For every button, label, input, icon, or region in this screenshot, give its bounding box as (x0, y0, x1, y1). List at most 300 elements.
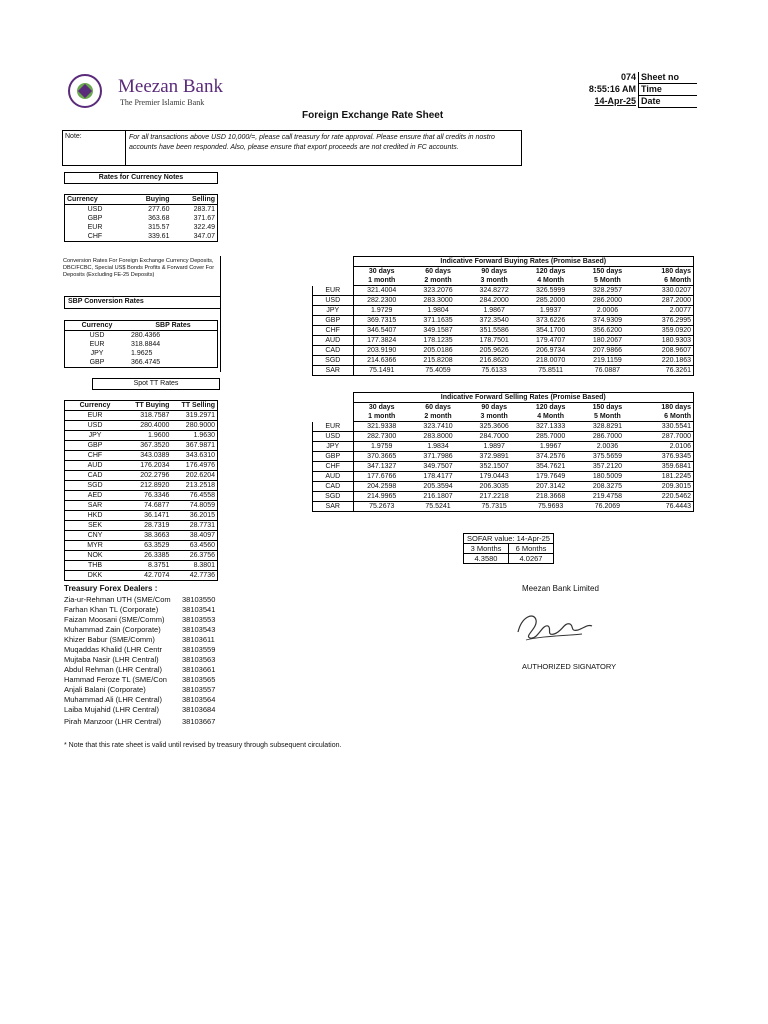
cell: CHF (313, 326, 354, 336)
time-value: 8:55:16 AM (568, 84, 639, 96)
spot-tt-table (64, 400, 218, 581)
table-row (313, 336, 694, 346)
cell: 1.9625 (129, 349, 218, 358)
cell: 209.3015 (636, 482, 694, 492)
note-text: For all transactions above USD 10,000/=, please call treasury for rate approval. Please ensure that all credits in nostro accounts have been responded. Also, please ensure that export proceeds are not credited in FC accounts. (129, 134, 495, 151)
cell: AED (65, 491, 126, 501)
cell: USD (313, 432, 354, 442)
table-row (313, 502, 694, 512)
cell: 283.71 (171, 205, 217, 215)
cell: CHF (313, 462, 354, 472)
cell: 283.3000 (410, 296, 466, 306)
cell: 76.2069 (579, 502, 636, 512)
cell: 181.2245 (636, 472, 694, 482)
cell: 75.2673 (353, 502, 410, 512)
header-cell: 5 Month (579, 276, 636, 286)
note-divider (125, 131, 126, 165)
header-cell: 3 month (466, 276, 522, 286)
cell: 75.9693 (522, 502, 579, 512)
table-row (65, 411, 218, 421)
cell: 76.4443 (636, 502, 694, 512)
cell: 215.8208 (410, 356, 466, 366)
cell: HKD (65, 511, 126, 521)
cell: 347.07 (171, 232, 217, 242)
cell: 63.4560 (171, 541, 217, 551)
cell: 75.1491 (353, 366, 410, 376)
table-row (313, 306, 694, 316)
dealer-name: Faizan Moosani (SME/Comm) (64, 615, 165, 624)
cell: 205.9626 (466, 346, 522, 356)
cell: 354.1700 (522, 326, 579, 336)
cell: 208.3275 (579, 482, 636, 492)
header-cell: 180 days (636, 267, 694, 277)
signature-company: Meezan Bank Limited (522, 584, 599, 593)
cell: SGD (65, 481, 126, 491)
cell: 356.6200 (579, 326, 636, 336)
cell: 359.6841 (636, 462, 694, 472)
dealer-name: Zia-ur-Rehman UTH (SME/Com (64, 595, 171, 604)
cell: AUD (313, 336, 354, 346)
cell: JPY (313, 306, 354, 316)
cell: 8.3751 (125, 561, 171, 571)
cell: 218.3668 (522, 492, 579, 502)
cell: 351.5586 (466, 326, 522, 336)
bank-tagline: The Premier Islamic Bank (120, 98, 205, 107)
cell: 76.3261 (636, 366, 694, 376)
cell: 75.6133 (466, 366, 522, 376)
sofar-header-6m: 6 Months (509, 544, 554, 554)
cell: 318.7587 (125, 411, 171, 421)
cell: DKK (65, 571, 126, 581)
cell: 212.8920 (125, 481, 171, 491)
cell: JPY (65, 431, 126, 441)
table-row (313, 356, 694, 366)
table-row (65, 561, 218, 571)
table-row (65, 531, 218, 541)
cell: USD (65, 205, 126, 215)
dealer-name: Hammad Feroze TL (SME/Con (64, 675, 167, 684)
cell: 207.3142 (522, 482, 579, 492)
sbp-title: SBP Conversion Rates (64, 296, 221, 309)
cell: 366.4745 (129, 358, 218, 368)
cell: 1.9937 (522, 306, 579, 316)
cell: EUR (313, 422, 354, 432)
dealer-phone: 38103557 (182, 685, 216, 694)
cell: 367.3520 (125, 441, 171, 451)
date-label: Date (639, 96, 698, 108)
cell: 1.9759 (353, 442, 410, 452)
cell: USD (65, 421, 126, 431)
cell: EUR (65, 223, 126, 232)
cell: 219.4758 (579, 492, 636, 502)
cell: 280.9000 (171, 421, 217, 431)
header-cell: 2 month (410, 412, 466, 422)
header-cell: 4 Month (522, 412, 579, 422)
header-cell: Buying (125, 195, 171, 205)
table-row (313, 296, 694, 306)
cell: 284.2000 (466, 296, 522, 306)
authorized-signatory: AUTHORIZED SIGNATORY (522, 662, 617, 671)
signature-icon (512, 606, 598, 646)
cell: 180.5009 (579, 472, 636, 482)
dealer-phone: 38103667 (182, 717, 216, 726)
cell: 315.57 (148, 224, 170, 231)
sheet-no-value: 074 (568, 72, 639, 84)
cell: SAR (313, 502, 354, 512)
cell: 206.3035 (466, 482, 522, 492)
dealer-name: Anjali Balani (Corporate) (64, 685, 146, 694)
header-cell: 60 days (425, 268, 451, 275)
header-cell: 30 days (353, 267, 410, 277)
cell: 319.2971 (171, 411, 217, 421)
cell: 282.7300 (353, 432, 410, 442)
cell: 352.1507 (466, 462, 522, 472)
cell: 1.9867 (466, 306, 522, 316)
header-cell: Currency (65, 195, 126, 205)
table-row (65, 205, 218, 215)
cell: 179.4707 (522, 336, 579, 346)
header-cell: 4 Month (522, 276, 579, 286)
table-row (65, 331, 218, 341)
cell: 177.6766 (353, 472, 410, 482)
cell: 204.2598 (353, 482, 410, 492)
cell: 180.2067 (579, 336, 636, 346)
cell: 373.6226 (522, 316, 579, 326)
header-cell: 5 Month (579, 412, 636, 422)
dealer-phone: 38103564 (182, 695, 216, 704)
dealer-phone: 38103541 (182, 605, 216, 614)
cell: 1.9729 (353, 306, 410, 316)
cell: 327.1333 (522, 422, 579, 432)
cell: 74.8059 (171, 501, 217, 511)
cell: 323.7410 (410, 422, 466, 432)
table-row (65, 481, 218, 491)
cell: 372.3540 (466, 316, 522, 326)
cell: 285.7000 (522, 432, 579, 442)
cell: 38.4097 (171, 531, 217, 541)
cell: 369.7315 (353, 316, 410, 326)
cell: GBP (313, 316, 354, 326)
header-cell: 3 month (466, 412, 522, 422)
cell: 321.4004 (353, 286, 410, 296)
dealer-name: Abdul Rehman (LHR Central) (64, 665, 162, 674)
cell: 370.3665 (353, 452, 410, 462)
table-row (313, 452, 694, 462)
cell: 75.8511 (522, 366, 579, 376)
table-row (65, 232, 218, 242)
conversion-note: Conversion Rates For Foreign Exchange Currency Deposits, DBC/FCBC, Special US$ Bonds Profits & Forward Cover For Deposits (Excluding FE-25 Deposits) (63, 258, 215, 278)
cell: 42.7074 (125, 571, 171, 581)
cell: 376.2995 (636, 316, 694, 326)
cell: 207.9866 (579, 346, 636, 356)
dealer-name: Mujtaba Nasir (LHR Central) (64, 655, 159, 664)
header-cell: 1 month (353, 412, 410, 422)
header-cell: Currency (65, 321, 130, 331)
forward-buying-title: Indicative Forward Buying Rates (Promise Based) (353, 257, 694, 267)
cell: 217.2218 (466, 492, 522, 502)
table-row (313, 482, 694, 492)
cell: 2.0077 (636, 306, 694, 316)
dealer-phone: 38103684 (182, 705, 216, 714)
cell: 347.1327 (353, 462, 410, 472)
cell: AUD (65, 461, 126, 471)
bank-logo (68, 74, 102, 108)
cell: 36.2015 (171, 511, 217, 521)
table-row (313, 442, 694, 452)
cell: 343.0389 (125, 451, 171, 461)
cell: GBP (313, 452, 354, 462)
table-row (65, 340, 218, 349)
cell: 216.8620 (466, 356, 522, 366)
cell: 2.0006 (579, 306, 636, 316)
sofar-header-3m: 3 Months (464, 544, 509, 554)
dealer-phone: 38103559 (182, 645, 216, 654)
cell: 1.9834 (410, 442, 466, 452)
table-row (65, 223, 218, 232)
cell: 220.5462 (636, 492, 694, 502)
cell: CNY (65, 531, 126, 541)
cell: 374.9309 (579, 316, 636, 326)
cell: 28.7731 (171, 521, 217, 531)
table-row (65, 521, 218, 531)
sofar-value-6m: 4.0267 (509, 554, 554, 564)
note-label: Note: (65, 133, 82, 140)
cell: NOK (65, 551, 126, 561)
cell: MYR (65, 541, 126, 551)
cell: 325.3606 (466, 422, 522, 432)
cell: 38.3663 (125, 531, 171, 541)
table-row (65, 551, 218, 561)
cell: USD (313, 296, 354, 306)
cell: SGD (313, 356, 354, 366)
cell: 42.7736 (171, 571, 217, 581)
cell: 371.67 (171, 214, 217, 223)
header-cell: TT Selling (171, 401, 217, 411)
table-row (313, 492, 694, 502)
note-box (62, 130, 522, 166)
cell: JPY (313, 442, 354, 452)
cell: 328.2957 (579, 286, 636, 296)
cell: SAR (313, 366, 354, 376)
cell: 374.2576 (522, 452, 579, 462)
cell: 277.60 (148, 206, 170, 213)
cell: 74.6877 (125, 501, 171, 511)
currency-notes-table (64, 194, 218, 242)
table-row (65, 431, 218, 441)
header-cell: 150 days (592, 268, 623, 275)
cell: 328.8291 (579, 422, 636, 432)
cell: 354.7621 (522, 462, 579, 472)
bank-name: Meezan Bank (118, 76, 223, 97)
cell: 205.0186 (410, 346, 466, 356)
cell: 326.5999 (522, 286, 579, 296)
cell: 286.2000 (579, 296, 636, 306)
cell: 284.7000 (466, 432, 522, 442)
cell: 36.1471 (125, 511, 171, 521)
cell: 218.0070 (522, 356, 579, 366)
sheet-no-label: Sheet no (639, 72, 698, 84)
cell: 376.9345 (636, 452, 694, 462)
cell: 178.1235 (410, 336, 466, 346)
cell: 216.1807 (410, 492, 466, 502)
cell: 76.3346 (125, 491, 171, 501)
cell: 322.49 (171, 223, 217, 232)
cell: 323.2076 (410, 286, 466, 296)
table-row (313, 422, 694, 432)
cell: 286.7000 (579, 432, 636, 442)
table-row (313, 316, 694, 326)
date-value: 14-Apr-25 (568, 96, 639, 108)
table-row (65, 421, 218, 431)
spot-tt-title: Spot TT Rates (92, 378, 220, 390)
cell: 372.9891 (466, 452, 522, 462)
cell: 349.1587 (410, 326, 466, 336)
header-cell: 6 Month (636, 276, 694, 286)
table-row (65, 571, 218, 581)
cell: SAR (65, 501, 126, 511)
dealer-phone: 38103543 (182, 625, 216, 634)
table-row (65, 491, 218, 501)
dealer-name: Pirah Manzoor (LHR Central) (64, 717, 162, 726)
cell: 1.9630 (171, 431, 217, 441)
cell: 339.61 (125, 232, 171, 242)
header-cell: 90 days (481, 404, 507, 411)
cell: 371.1635 (410, 316, 466, 326)
cell: 75.4059 (410, 366, 466, 376)
cell: 75.7315 (466, 502, 522, 512)
sofar-title: SOFAR value: 14-Apr-25 (464, 534, 554, 544)
cell: 179.7649 (522, 472, 579, 482)
cell: 280.4000 (125, 421, 171, 431)
cell: 357.2120 (579, 462, 636, 472)
table-row (313, 432, 694, 442)
cell: 1.9967 (522, 442, 579, 452)
cell: 318.8844 (129, 340, 218, 349)
cell: 28.7319 (125, 521, 171, 531)
header-cell: 2 month (410, 276, 466, 286)
cell: 375.5659 (579, 452, 636, 462)
cell: 8.3801 (171, 561, 217, 571)
cell: 363.68 (148, 215, 170, 222)
cell: 343.6310 (171, 451, 217, 461)
cell: 330.5541 (636, 422, 694, 432)
header-cell: SBP Rates (129, 321, 218, 331)
table-row (65, 471, 218, 481)
cell: CHF (65, 232, 126, 242)
dealer-phone: 38103661 (182, 665, 216, 674)
forward-buying-table (312, 256, 694, 376)
time-label: Time (639, 84, 698, 96)
dealer-phone: 38103553 (182, 615, 216, 624)
cell: EUR (65, 411, 126, 421)
header-cell: Selling (171, 195, 217, 205)
footer-note: * Note that this rate sheet is valid until revised by treasury through subsequent circulation. (64, 742, 342, 749)
cell: 76.0887 (579, 366, 636, 376)
cell: 321.9338 (353, 422, 410, 432)
cell: 287.7000 (636, 432, 694, 442)
cell: 371.7986 (410, 452, 466, 462)
forward-selling-table (312, 392, 694, 512)
sheet-header (568, 72, 697, 108)
cell: 179.0443 (466, 472, 522, 482)
dealer-name: Muqaddas Khalid (LHR Centr (64, 645, 162, 654)
cell: CAD (313, 482, 354, 492)
cell: 324.8272 (466, 286, 522, 296)
dealer-name: Muhammad Zain (Corporate) (64, 625, 161, 634)
cell: GBP (65, 358, 130, 368)
header-cell: TT Buying (125, 401, 171, 411)
table-row (65, 451, 218, 461)
table-row (65, 461, 218, 471)
cell: 214.9965 (353, 492, 410, 502)
dealer-phone: 38103565 (182, 675, 216, 684)
cell: 1.9897 (466, 442, 522, 452)
cell: 205.3594 (410, 482, 466, 492)
cell: CAD (313, 346, 354, 356)
header-cell: Currency (65, 401, 126, 411)
table-row (65, 349, 218, 358)
cell: 202.2796 (125, 471, 171, 481)
cell: 330.0207 (636, 286, 694, 296)
cell: 280.4366 (129, 331, 218, 341)
cell: 219.1159 (579, 356, 636, 366)
cell: 2.0036 (579, 442, 636, 452)
cell: 180.9303 (636, 336, 694, 346)
cell: 285.2000 (522, 296, 579, 306)
table-row (313, 286, 694, 296)
cell: 367.9871 (171, 441, 217, 451)
table-row (313, 346, 694, 356)
dealer-name: Farhan Khan TL (Corporate) (64, 605, 159, 614)
dealer-phone: 38103611 (182, 635, 215, 644)
cell: CAD (65, 471, 126, 481)
dealers-title: Treasury Forex Dealers : (64, 584, 158, 593)
cell: 206.9734 (522, 346, 579, 356)
cell: CHF (65, 451, 126, 461)
cell: 220.1863 (636, 356, 694, 366)
cell: 2.0106 (636, 442, 694, 452)
cell: 282.2300 (353, 296, 410, 306)
table-row (65, 214, 218, 223)
dealer-name: Khizer Babur (SME/Comm) (64, 635, 155, 644)
page-title: Foreign Exchange Rate Sheet (302, 110, 444, 121)
cell: AUD (313, 472, 354, 482)
cell: 203.9190 (353, 346, 410, 356)
forward-selling-title: Indicative Forward Selling Rates (Promise Based) (353, 393, 694, 403)
cell: 213.2518 (171, 481, 217, 491)
sbp-table (64, 320, 218, 368)
cell: 176.4976 (171, 461, 217, 471)
table-row (313, 472, 694, 482)
header-cell: 90 days (481, 268, 507, 275)
cell: SEK (65, 521, 126, 531)
table-row (65, 511, 218, 521)
dealer-name: Laiba Mujahid (LHR Central) (64, 705, 160, 714)
cell: 26.3756 (171, 551, 217, 561)
header-cell: 120 days (535, 268, 566, 275)
table-row (65, 441, 218, 451)
header-cell: 150 days (592, 404, 623, 411)
header-cell: 30 days (353, 403, 410, 413)
currency-notes-title: Rates for Currency Notes (64, 172, 218, 184)
header-cell: 180 days (636, 403, 694, 413)
cell: 359.0920 (636, 326, 694, 336)
cell: 214.6366 (353, 356, 410, 366)
conversion-box-border (220, 256, 221, 372)
cell: JPY (65, 349, 130, 358)
cell: 176.2034 (125, 461, 171, 471)
header-cell: 60 days (425, 404, 451, 411)
